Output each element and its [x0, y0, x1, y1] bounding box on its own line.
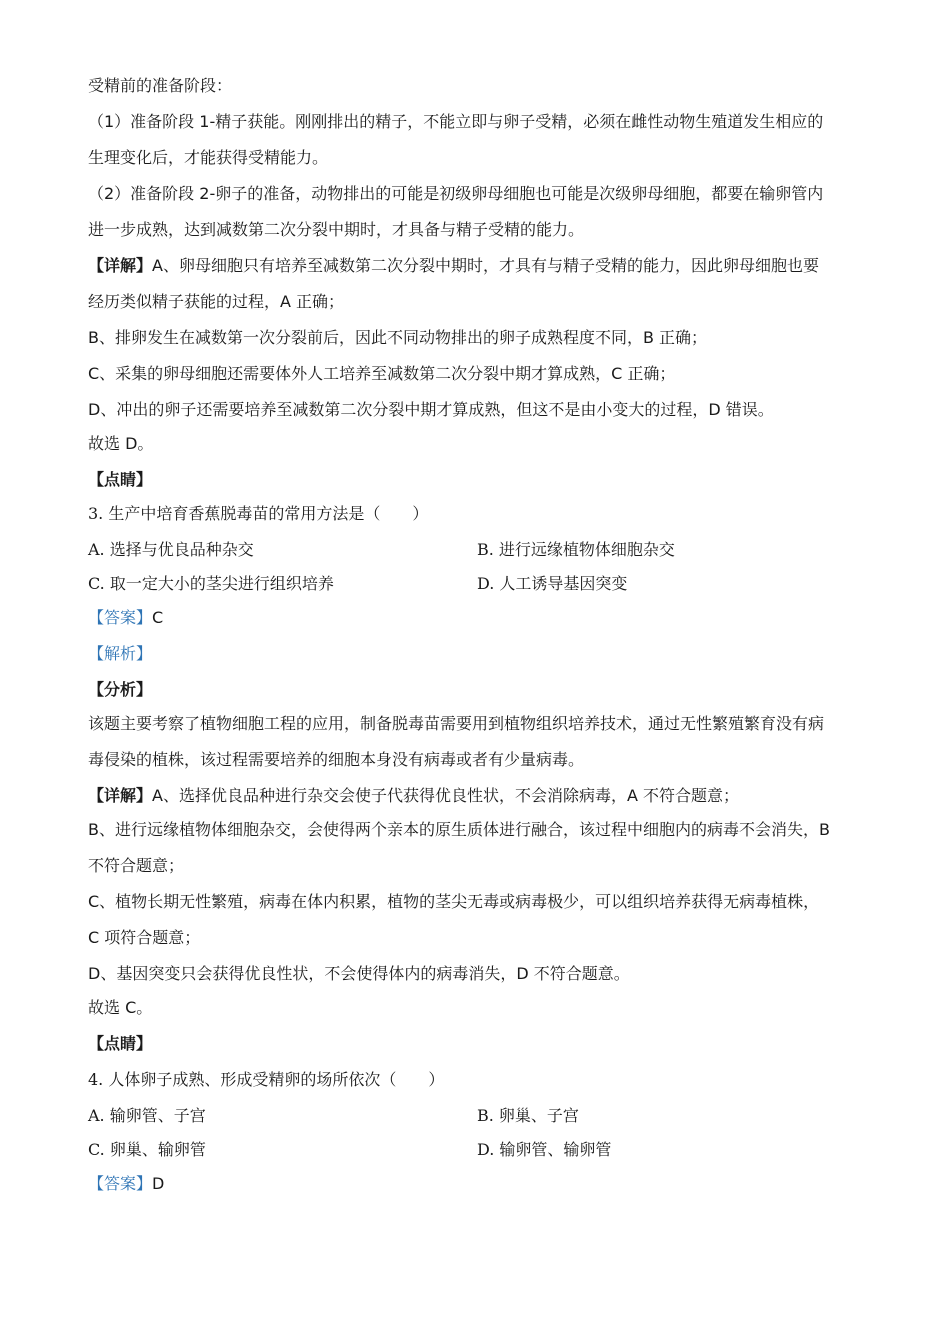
- q3-dianjing-tag: 【点睛】: [88, 1034, 153, 1053]
- choose-answer: 故选 D。: [88, 434, 154, 453]
- q3-detail-a: [88, 786, 739, 806]
- q4-option-d: D. 输卵管、输卵管: [477, 1140, 612, 1159]
- detail-c: C、采集的卵母细胞还需要体外人工培养至减数第二次分裂中期才算成熟，C 正确；: [88, 364, 676, 383]
- q3-detail-c-line2: C 项符合题意；: [88, 928, 201, 947]
- paragraph-stage2-line1: （2）准备阶段 2-卵子的准备，动物排出的可能是初级卵母细胞也可能是次级卵母细胞，都要在输卵管内: [88, 184, 824, 203]
- question-4-stem: 4. 人体卵子成熟、形成受精卵的场所依次（ ）: [88, 1070, 445, 1089]
- paragraph-stage2-line2: 进一步成熟，达到减数第二次分裂中期时，才具备与精子受精的能力。: [88, 220, 585, 239]
- q3-option-b: B. 进行远缘植物体细胞杂交: [477, 540, 675, 559]
- q3-jiexi-tag: 【解析】: [88, 644, 153, 663]
- detail-a-line1: [88, 256, 819, 276]
- q3-option-a: A. 选择与优良品种杂交: [88, 540, 254, 559]
- q3-detail-c-line1: C、植物长期无性繁殖，病毒在体内积累，植物的茎尖无毒或病毒极少，可以组织培养获得无病毒植株，: [88, 892, 820, 911]
- q4-option-a: A. 输卵管、子宫: [88, 1106, 206, 1125]
- dianjing-tag: 【点睛】: [88, 470, 153, 489]
- q3-detail-b-line2: 不符合题意；: [88, 856, 185, 875]
- detail-tag: 【详解】: [88, 256, 153, 275]
- answer-tag: 【答案】: [88, 1174, 153, 1193]
- q3-detail-b-line1: B、进行远缘植物体细胞杂交，会使得两个亲本的原生质体进行融合，该过程中细胞内的病毒不会消失，B: [88, 820, 830, 839]
- q3-detail-d: D、基因突变只会获得优良性状，不会使得体内的病毒消失，D 不符合题意。: [88, 964, 630, 983]
- detail-text: A、选择优良品种进行杂交会使子代获得优良性状，不会消除病毒，A 不符合题意；: [152, 786, 739, 805]
- detail-b: B、排卵发生在减数第一次分裂前后，因此不同动物排出的卵子成熟程度不同，B 正确；: [88, 328, 708, 347]
- answer-tag: 【答案】: [88, 608, 153, 627]
- q4-option-b: B. 卵巢、子宫: [477, 1106, 579, 1125]
- answer-value: C: [152, 608, 164, 627]
- detail-text: A、卵母细胞只有培养至减数第二次分裂中期时，才具有与精子受精的能力，因此卵母细胞也要: [152, 256, 819, 275]
- detail-d: D、冲出的卵子还需要培养至减数第二次分裂中期才算成熟，但这不是由小变大的过程，D 错误。: [88, 400, 774, 419]
- intro-text: 受精前的准备阶段：: [88, 76, 233, 95]
- q3-fenxi-line2: 毒侵染的植株，该过程需要培养的细胞本身没有病毒或者有少量病毒。: [88, 750, 585, 769]
- q3-fenxi-line1: 该题主要考察了植物细胞工程的应用，制备脱毒苗需要用到植物组织培养技术，通过无性繁殖繁育没有病: [88, 714, 825, 733]
- q3-answer: [88, 608, 163, 628]
- q3-option-d: D. 人工诱导基因突变: [477, 574, 628, 593]
- q3-choose-answer: 故选 C。: [88, 998, 153, 1017]
- answer-value: D: [152, 1174, 165, 1193]
- q4-option-c: C. 卵巢、输卵管: [88, 1140, 206, 1159]
- q3-fenxi-tag: 【分析】: [88, 680, 153, 699]
- question-3-stem: 3. 生产中培育香蕉脱毒苗的常用方法是（ ）: [88, 504, 429, 523]
- detail-tag: 【详解】: [88, 786, 153, 805]
- q4-answer: [88, 1174, 164, 1194]
- q3-option-c: C. 取一定大小的茎尖进行组织培养: [88, 574, 334, 593]
- detail-a-line2: 经历类似精子获能的过程，A 正确；: [88, 292, 345, 311]
- paragraph-stage1-line1: （1）准备阶段 1-精子获能。刚刚排出的精子，不能立即与卵子受精，必须在雌性动物生殖道发生相应的: [88, 112, 824, 131]
- paragraph-stage1-line2: 生理变化后，才能获得受精能力。: [88, 148, 329, 167]
